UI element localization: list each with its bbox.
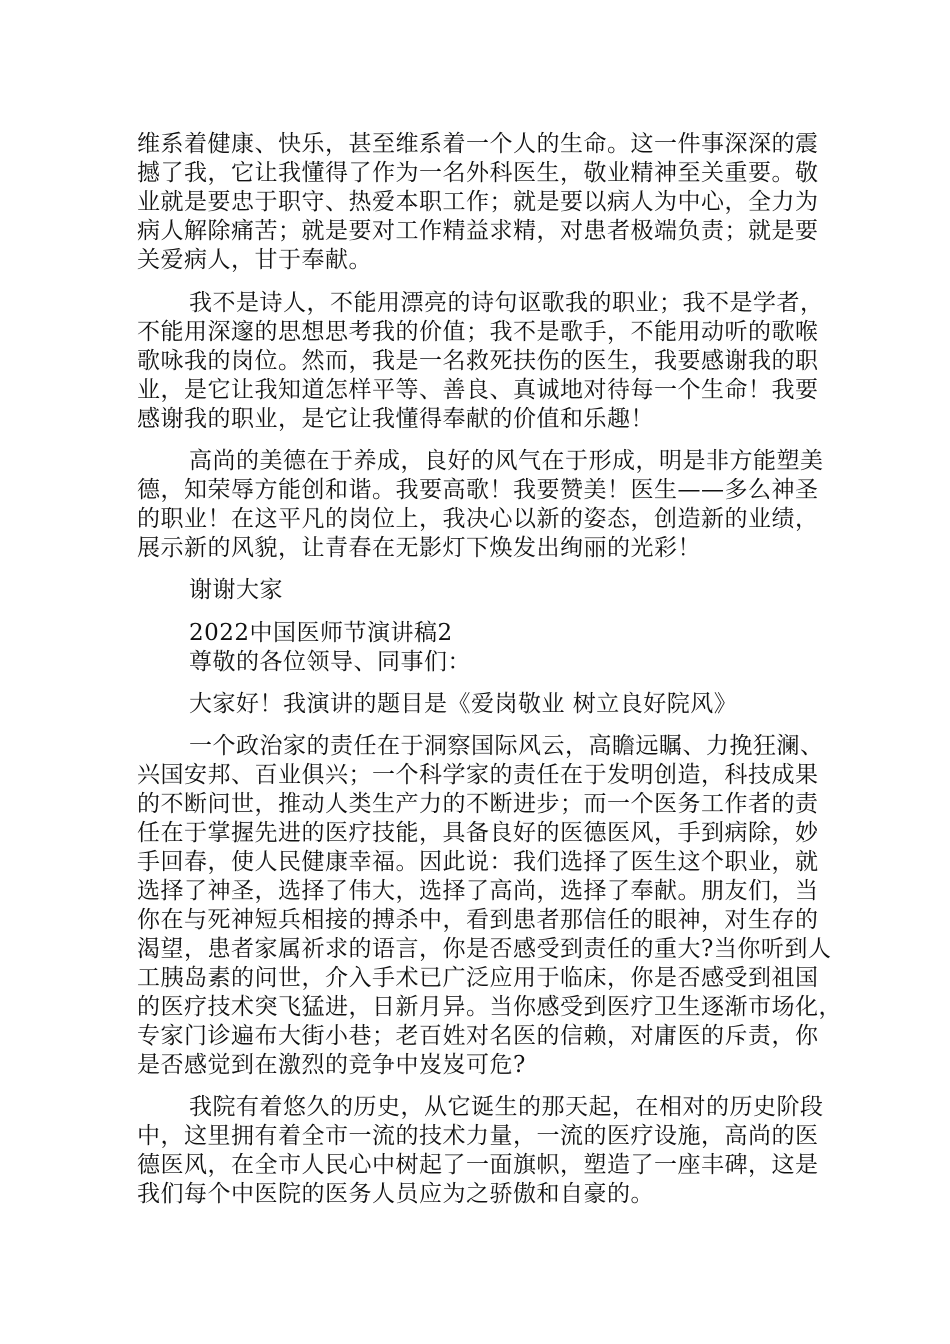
- text-line: 业，是它让我知道怎样平等、善良、真诚地对待每一个生命！我要: [137, 377, 819, 403]
- text-line: 不能用深邃的思想思考我的价值；我不是歌手，不能用动听的歌喉: [137, 319, 819, 345]
- text-line: 渴望，患者家属祈求的语言，你是否感受到责任的重大?当你听到人: [137, 936, 832, 962]
- text-line: 选择了神圣，选择了伟大，选择了高尚，选择了奉献。朋友们，当: [137, 878, 819, 904]
- text-line: 中，这里拥有着全市一流的技术力量，一流的医疗设施，高尚的医: [137, 1123, 819, 1149]
- text-line: 的不断问世，推动人类生产力的不断进步；而一个医务工作者的责: [137, 791, 819, 817]
- text-line: 业就是要忠于职守、热爱本职工作；就是要以病人为中心，全力为: [137, 189, 819, 215]
- text-line: 撼了我，它让我懂得了作为一名外科医生，敬业精神至关重要。敬: [137, 160, 819, 186]
- text-line: 高尚的美德在于养成，良好的风气在于形成，明是非方能塑美: [189, 448, 824, 474]
- text-line: 一个政治家的责任在于洞察国际风云，高瞻远瞩、力挽狂澜、: [189, 733, 824, 759]
- text-line: 兴国安邦、百业俱兴；一个科学家的责任在于发明创造，科技成果: [137, 762, 819, 788]
- text-line: 病人解除痛苦；就是要对工作精益求精，对患者极端负责；就是要: [137, 218, 819, 244]
- text-line: 手回春，使人民健康幸福。因此说：我们选择了医生这个职业，就: [137, 849, 819, 875]
- text-line: 维系着健康、快乐，甚至维系着一个人的生命。这一件事深深的震: [137, 131, 819, 157]
- text-line: 工胰岛素的问世，介入手术已广泛应用于临床，你是否感受到祖国: [137, 965, 819, 991]
- speech-title: 2022中国医师节演讲稿2: [189, 620, 453, 646]
- text-line: 任在于掌握先进的医疗技能，具备良好的医德医风，手到病除，妙: [137, 820, 819, 846]
- text-line: 的医疗技术突飞猛进，日新月异。当你感受到医疗卫生逐渐市场化，: [137, 994, 842, 1020]
- text-line: 展示新的风貌，让青春在无影灯下焕发出绚丽的光彩！: [137, 535, 701, 561]
- salutation: 尊敬的各位领导、同事们：: [189, 649, 471, 675]
- text-line: 的职业！在这平凡的岗位上，我决心以新的姿态，创造新的业绩，: [137, 506, 819, 532]
- text-line: 是否感觉到在激烈的竞争中岌岌可危?: [137, 1052, 526, 1078]
- text-line: 大家好！我演讲的题目是《爱岗敬业 树立良好院风》: [189, 691, 738, 717]
- text-line: 关爱病人，甘于奉献。: [137, 247, 372, 273]
- text-line: 感谢我的职业，是它让我懂得奉献的价值和乐趣！: [137, 406, 654, 432]
- text-line: 专家门诊遍布大街小巷；老百姓对名医的信赖，对庸医的斥责，你: [137, 1023, 819, 1049]
- text-line: 德医风，在全市人民心中树起了一面旗帜，塑造了一座丰碑，这是: [137, 1152, 819, 1178]
- text-line: 谢谢大家: [189, 577, 283, 603]
- text-line: 你在与死神短兵相接的搏杀中，看到患者那信任的眼神，对生存的: [137, 907, 819, 933]
- text-line: 德，知荣辱方能创和谐。我要高歌！我要赞美！医生——多么神圣: [137, 477, 819, 503]
- text-line: 我们每个中医院的医务人员应为之骄傲和自豪的。: [137, 1181, 654, 1207]
- text-line: 我不是诗人，不能用漂亮的诗句讴歌我的职业；我不是学者，: [189, 290, 824, 316]
- text-line: 歌咏我的岗位。然而，我是一名救死扶伤的医生，我要感谢我的职: [137, 348, 819, 374]
- text-line: 我院有着悠久的历史，从它诞生的那天起，在相对的历史阶段: [189, 1094, 824, 1120]
